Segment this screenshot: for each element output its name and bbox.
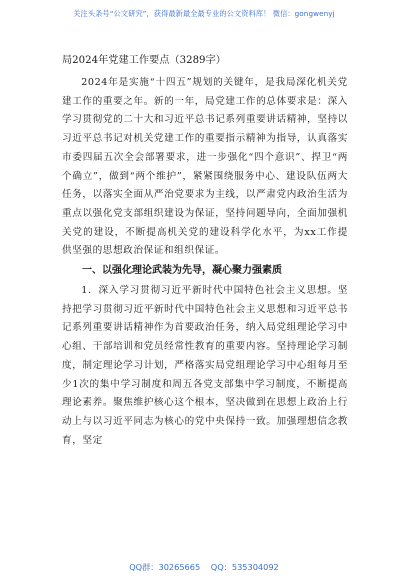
document-body [62,54,348,450]
intro-paragraph: 2024年是实施“十四五”规划的关键年，是我局深化机关党建工作的重要之年。新的一年，局党建工作的总体要求是：深入学习贯彻党的二十大和习近平总书记系列重要讲话精神，坚持以习近平总书记对机关党建工作的重要指示精神为指导，认真落实市委四届五次全会部署要求，进一步强化“四个意识”、捍卫“两个确立”，做到“两个维护”，紧紧围绕服务中心、建设队伍两大任务，以落实全面从严治党要求为主线，以严肃党内政治生活为重点以强化党支部组织建设为保证，坚持问题导向，全面加强机关党的建设，不断提高机关党的建设科学化水平，为xx工作提供坚强的思想政治保证和组织保证。 [62,77,348,257]
qq-group-text: QQ群：30265665 [129,562,201,572]
document-title: 局2024年党建工作要点（3289字） [62,55,226,66]
qq-number-text: QQ：535304092 [210,562,279,572]
section-paragraph: 1．深入学习贯彻习近平新时代中国特色社会主义思想。坚持把学习贯彻习近平新时代中国特色社会主义思想和习近平总书记系列重要讲话精神作为首要政治任务，纳入局党组理论学习中心组、干部培训和党员经常性教育的重要内容。坚持理论学习制度，制定理论学习计划，严格落实局党组理论学习中心组每月至少1次的集中学习制度和周五各党支部集中学习制度，不断提高理论素养。聚焦维护核心这个根本，坚决做到在思想上政治上行动上与以习近平同志为核心的党中央保持一致。加强理想信念教育，坚定 [62,285,348,446]
promo-banner: 关注头条号“公文研究”，获得最新最全最专业的公文资料库！ 微信：gongwenyj [73,9,335,18]
contact-footer [0,562,408,573]
section-heading: 一、以强化理论武装为先导，凝心聚力强素质 [82,265,282,277]
